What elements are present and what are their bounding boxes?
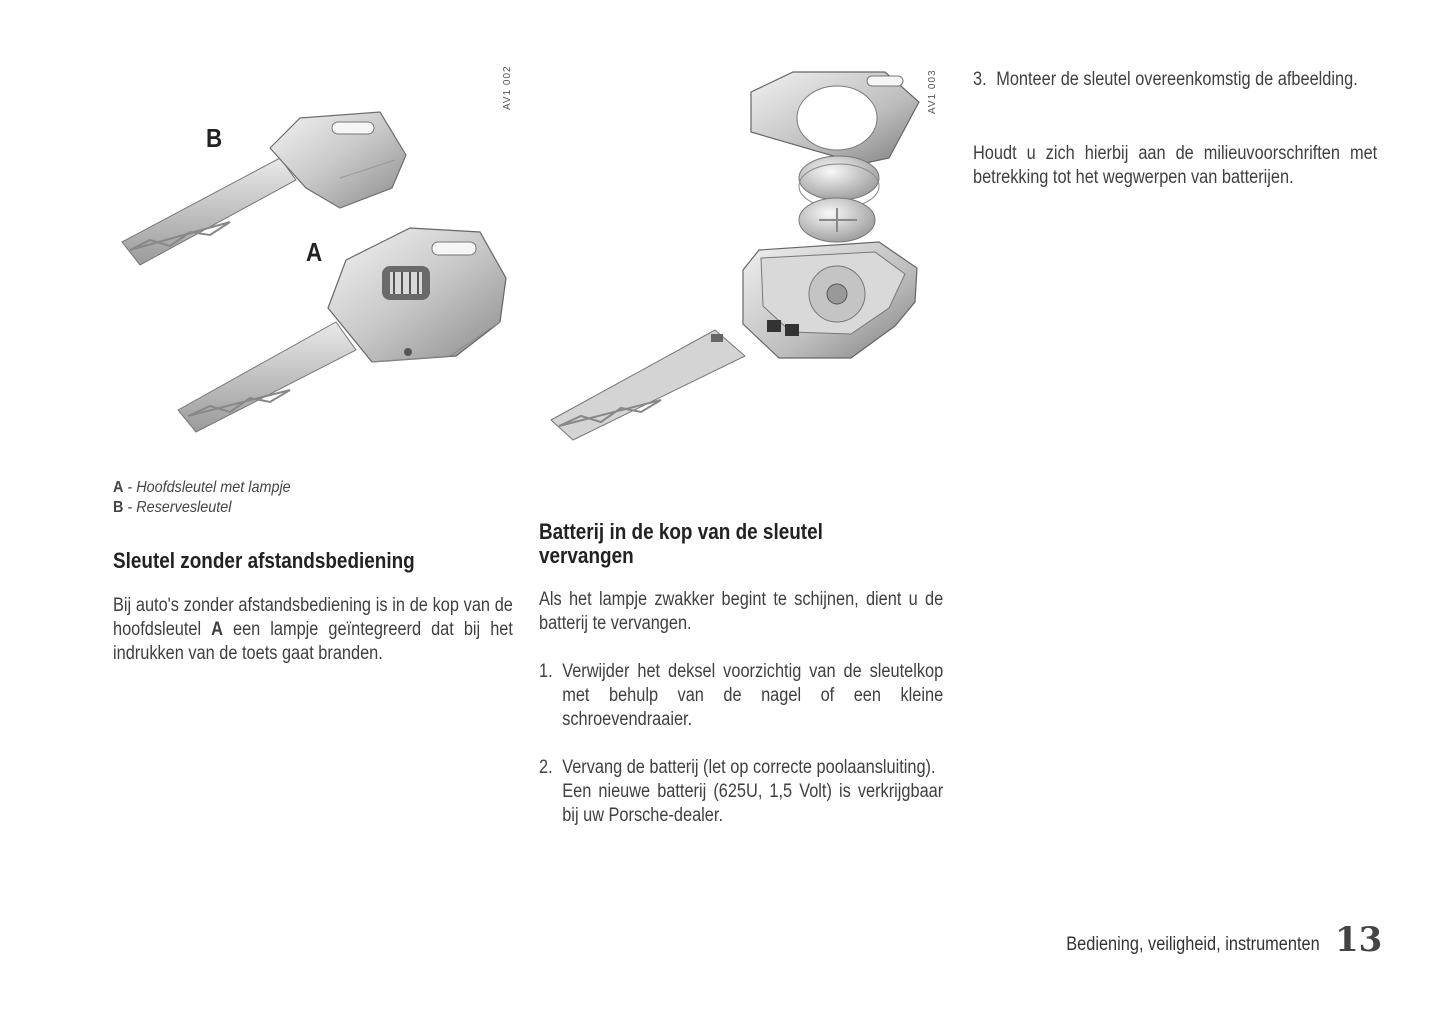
- step-1-number: 1.: [539, 661, 553, 682]
- cover-part: [751, 72, 919, 164]
- key-label-b: B: [206, 123, 223, 153]
- heading-key-without-remote: Sleutel zonder afstandsbediening: [113, 548, 415, 573]
- battery-drawing: [545, 62, 935, 452]
- heading-battery-replacement: Batterij in de kop van de sleutel vervangen: [539, 519, 823, 568]
- paragraph-battery-intro: Als het lampje zwakker begint te schijnen, dient u de batterij te vervangen.: [539, 589, 944, 634]
- key-blade: [551, 330, 745, 440]
- caption-line-b: B - Reservesleutel: [113, 499, 232, 516]
- paragraph-key-without-remote: Bij auto's zonder afstandsbediening is in de kop van de hoofdsleutel A een lampje geïntegreerd dat bij het indrukken van de toets gaat branden.: [113, 595, 513, 664]
- image-code-left: AV1 002: [502, 65, 513, 110]
- step-2-number: 2.: [539, 757, 553, 778]
- main-key-a: [178, 228, 506, 432]
- page-number: 13: [1335, 920, 1383, 960]
- environment-note: Houdt u zich hierbij aan de milieuvoorschriften met betrekking tot het wegwerpen van batterijen.: [973, 143, 1378, 188]
- battery-coin-plus: [799, 198, 875, 242]
- spare-key-b: [122, 112, 406, 265]
- step-3: [973, 68, 1377, 120]
- step-1: [539, 660, 943, 740]
- caption-line-a: A - Hoofdsleutel met lampje: [113, 479, 291, 496]
- step-1-text: Verwijder het deksel voorzichtig van de sleutelkop met behulp van de nagel of een kleine schroevendraaier.: [562, 661, 944, 730]
- housing-base: [743, 242, 917, 358]
- step-3-text: Monteer de sleutel overeenkomstig de afbeelding.: [996, 69, 1358, 90]
- image-code-middle: AV1 003: [927, 69, 938, 114]
- keys-illustration: [110, 60, 530, 460]
- footer-section-title: Bediening, veiligheid, instrumenten: [1066, 934, 1320, 955]
- step-2-text: Vervang de batterij (let op correcte poolaansluiting). Een nieuwe batterij (625U, 1,5 Volt) is verkrijgbaar bij uw Porsche-dealer.: [562, 757, 944, 826]
- battery-exploded-illustration: [545, 62, 935, 452]
- step-3-number: 3.: [973, 69, 987, 90]
- key-label-a: A: [306, 237, 323, 267]
- step-2: [539, 756, 943, 856]
- key-caption: [113, 478, 383, 518]
- step-2-extra: Een nieuwe batterij (625U, 1,5 Volt) is verkrijgbaar bij uw Porsche-dealer.: [562, 781, 944, 826]
